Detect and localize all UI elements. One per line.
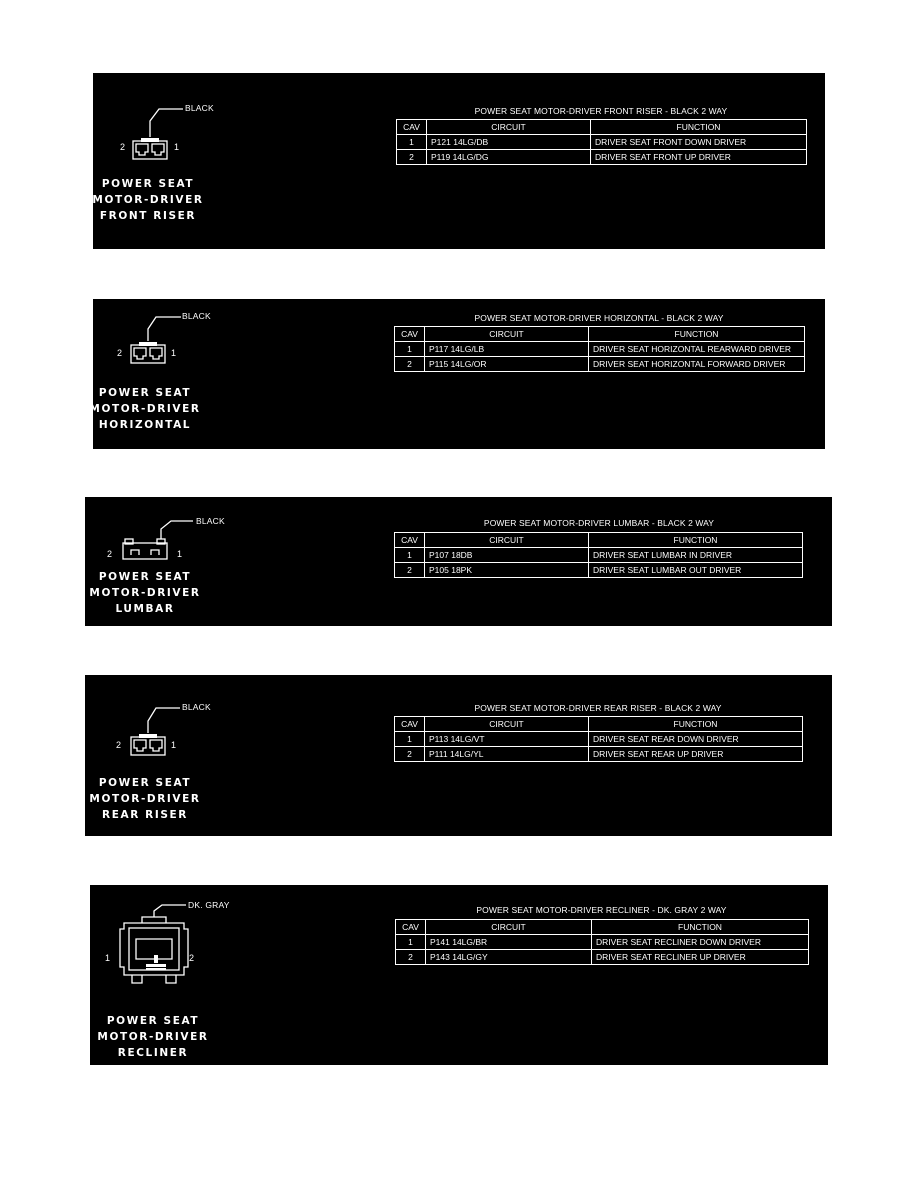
connector-name: [75, 385, 215, 433]
cell-cav: 2: [395, 563, 425, 578]
two-way-connector-icon: [85, 675, 245, 775]
connector-name-line: POWER SEAT: [98, 571, 192, 583]
connector-name-line: MOTOR-DRIVER: [89, 403, 201, 415]
table-title: POWER SEAT MOTOR-DRIVER HORIZONTAL - BLACK 2 WAY: [474, 313, 724, 323]
connector-name-line: HORIZONTAL: [98, 419, 192, 431]
connector-name-line: MOTOR-DRIVER: [89, 587, 201, 599]
pin-table: [395, 919, 809, 965]
pin-table: [394, 532, 803, 578]
table-row: [396, 950, 809, 965]
pin-number-right: 1: [171, 740, 177, 750]
connector-panel-rear-riser: [85, 675, 832, 836]
connector-name: [75, 775, 215, 823]
pin-table: [394, 326, 805, 372]
table-row: [397, 135, 807, 150]
pin-number-right: 1: [177, 549, 183, 559]
wire-color-label: DK. GRAY: [188, 900, 230, 910]
pin-number-left: 2: [107, 549, 113, 559]
connector-name: [83, 1013, 223, 1061]
pin-table: [394, 716, 803, 762]
cell-circuit: P117 14LG/LB: [425, 342, 589, 357]
cell-function: DRIVER SEAT REAR UP DRIVER: [589, 747, 803, 762]
header-circuit: CIRCUIT: [425, 717, 589, 732]
cell-function: DRIVER SEAT HORIZONTAL FORWARD DRIVER: [589, 357, 805, 372]
table-row: [395, 563, 803, 578]
connector-panel-front-riser: [93, 73, 825, 249]
connector-name-line: MOTOR-DRIVER: [89, 793, 201, 805]
cell-cav: 2: [396, 950, 426, 965]
table-row: [395, 732, 803, 747]
connector-name-line: LUMBAR: [115, 603, 175, 615]
table-row: [395, 747, 803, 762]
connector-name-line: POWER SEAT: [98, 777, 192, 789]
connector-name-line: FRONT RISER: [99, 210, 197, 222]
cell-cav: 1: [395, 548, 425, 563]
connector-name-line: POWER SEAT: [106, 1015, 200, 1027]
cell-circuit: P111 14LG/YL: [425, 747, 589, 762]
header-cav: CAV: [395, 717, 425, 732]
connector-name-line: MOTOR-DRIVER: [92, 194, 204, 206]
cell-circuit: P121 14LG/DB: [427, 135, 591, 150]
wire-color-label: BLACK: [182, 702, 211, 712]
header-function: FUNCTION: [589, 533, 803, 548]
cell-function: DRIVER SEAT FRONT DOWN DRIVER: [591, 135, 807, 150]
header-cav: CAV: [395, 533, 425, 548]
cell-function: DRIVER SEAT REAR DOWN DRIVER: [589, 732, 803, 747]
header-function: FUNCTION: [592, 920, 809, 935]
connector-name: [78, 176, 218, 224]
pin-number-right: 1: [171, 348, 177, 358]
pin-number-left: 2: [117, 348, 123, 358]
cell-circuit: P105 18PK: [425, 563, 589, 578]
table-header-row: [395, 533, 803, 548]
cell-cav: 2: [395, 747, 425, 762]
cell-cav: 2: [397, 150, 427, 165]
connector-panel-horizontal: [89, 299, 825, 449]
wire-color-label: BLACK: [196, 516, 225, 526]
header-function: FUNCTION: [591, 120, 807, 135]
cell-cav: 2: [395, 357, 425, 372]
cell-cav: 1: [395, 732, 425, 747]
pin-number-left: 2: [120, 142, 126, 152]
header-circuit: CIRCUIT: [426, 920, 592, 935]
header-function: FUNCTION: [589, 327, 805, 342]
table-header-row: [396, 920, 809, 935]
wire-color-label: BLACK: [185, 103, 214, 113]
header-cav: CAV: [395, 327, 425, 342]
table-row: [396, 935, 809, 950]
cell-circuit: P113 14LG/VT: [425, 732, 589, 747]
connector-name: [75, 569, 215, 617]
table-header-row: [395, 327, 805, 342]
table-header-row: [395, 717, 803, 732]
connector-name-line: POWER SEAT: [98, 387, 192, 399]
pin-number-left: 2: [116, 740, 122, 750]
header-cav: CAV: [396, 920, 426, 935]
connector-panel-recliner: [90, 885, 828, 1065]
table-row: [395, 548, 803, 563]
cell-cav: 1: [397, 135, 427, 150]
wire-color-label: BLACK: [182, 311, 211, 321]
cell-cav: 1: [395, 342, 425, 357]
connector-panel-lumbar: [85, 497, 832, 626]
pin-number-left: 1: [105, 953, 111, 963]
cell-function: DRIVER SEAT HORIZONTAL REARWARD DRIVER: [589, 342, 805, 357]
table-title: POWER SEAT MOTOR-DRIVER FRONT RISER - BLACK 2 WAY: [474, 106, 728, 116]
cell-circuit: P107 18DB: [425, 548, 589, 563]
cell-cav: 1: [396, 935, 426, 950]
cell-function: DRIVER SEAT LUMBAR OUT DRIVER: [589, 563, 803, 578]
table-title: POWER SEAT MOTOR-DRIVER LUMBAR - BLACK 2 WAY: [483, 518, 715, 528]
cell-function: DRIVER SEAT LUMBAR IN DRIVER: [589, 548, 803, 563]
table-title: POWER SEAT MOTOR-DRIVER REAR RISER - BLACK 2 WAY: [474, 703, 722, 713]
pin-table: [396, 119, 807, 165]
table-title: POWER SEAT MOTOR-DRIVER RECLINER - DK. GRAY 2 WAY: [476, 905, 727, 915]
table-row: [397, 150, 807, 165]
cell-circuit: P119 14LG/DG: [427, 150, 591, 165]
header-circuit: CIRCUIT: [427, 120, 591, 135]
connector-name-line: MOTOR-DRIVER: [97, 1031, 209, 1043]
cell-function: DRIVER SEAT FRONT UP DRIVER: [591, 150, 807, 165]
header-cav: CAV: [397, 120, 427, 135]
pin-number-right: 1: [174, 142, 180, 152]
cell-circuit: P143 14LG/GY: [426, 950, 592, 965]
cell-circuit: P141 14LG/BR: [426, 935, 592, 950]
cell-function: DRIVER SEAT RECLINER UP DRIVER: [592, 950, 809, 965]
table-header-row: [397, 120, 807, 135]
header-circuit: CIRCUIT: [425, 327, 589, 342]
cell-circuit: P115 14LG/OR: [425, 357, 589, 372]
connector-name-line: REAR RISER: [102, 809, 188, 821]
connector-name-line: POWER SEAT: [101, 178, 195, 190]
table-row: [395, 342, 805, 357]
header-function: FUNCTION: [589, 717, 803, 732]
table-row: [395, 357, 805, 372]
header-circuit: CIRCUIT: [425, 533, 589, 548]
connector-name-line: RECLINER: [117, 1047, 189, 1059]
pin-number-right: 2: [189, 953, 195, 963]
cell-function: DRIVER SEAT RECLINER DOWN DRIVER: [592, 935, 809, 950]
two-way-connector-icon: [93, 73, 253, 173]
